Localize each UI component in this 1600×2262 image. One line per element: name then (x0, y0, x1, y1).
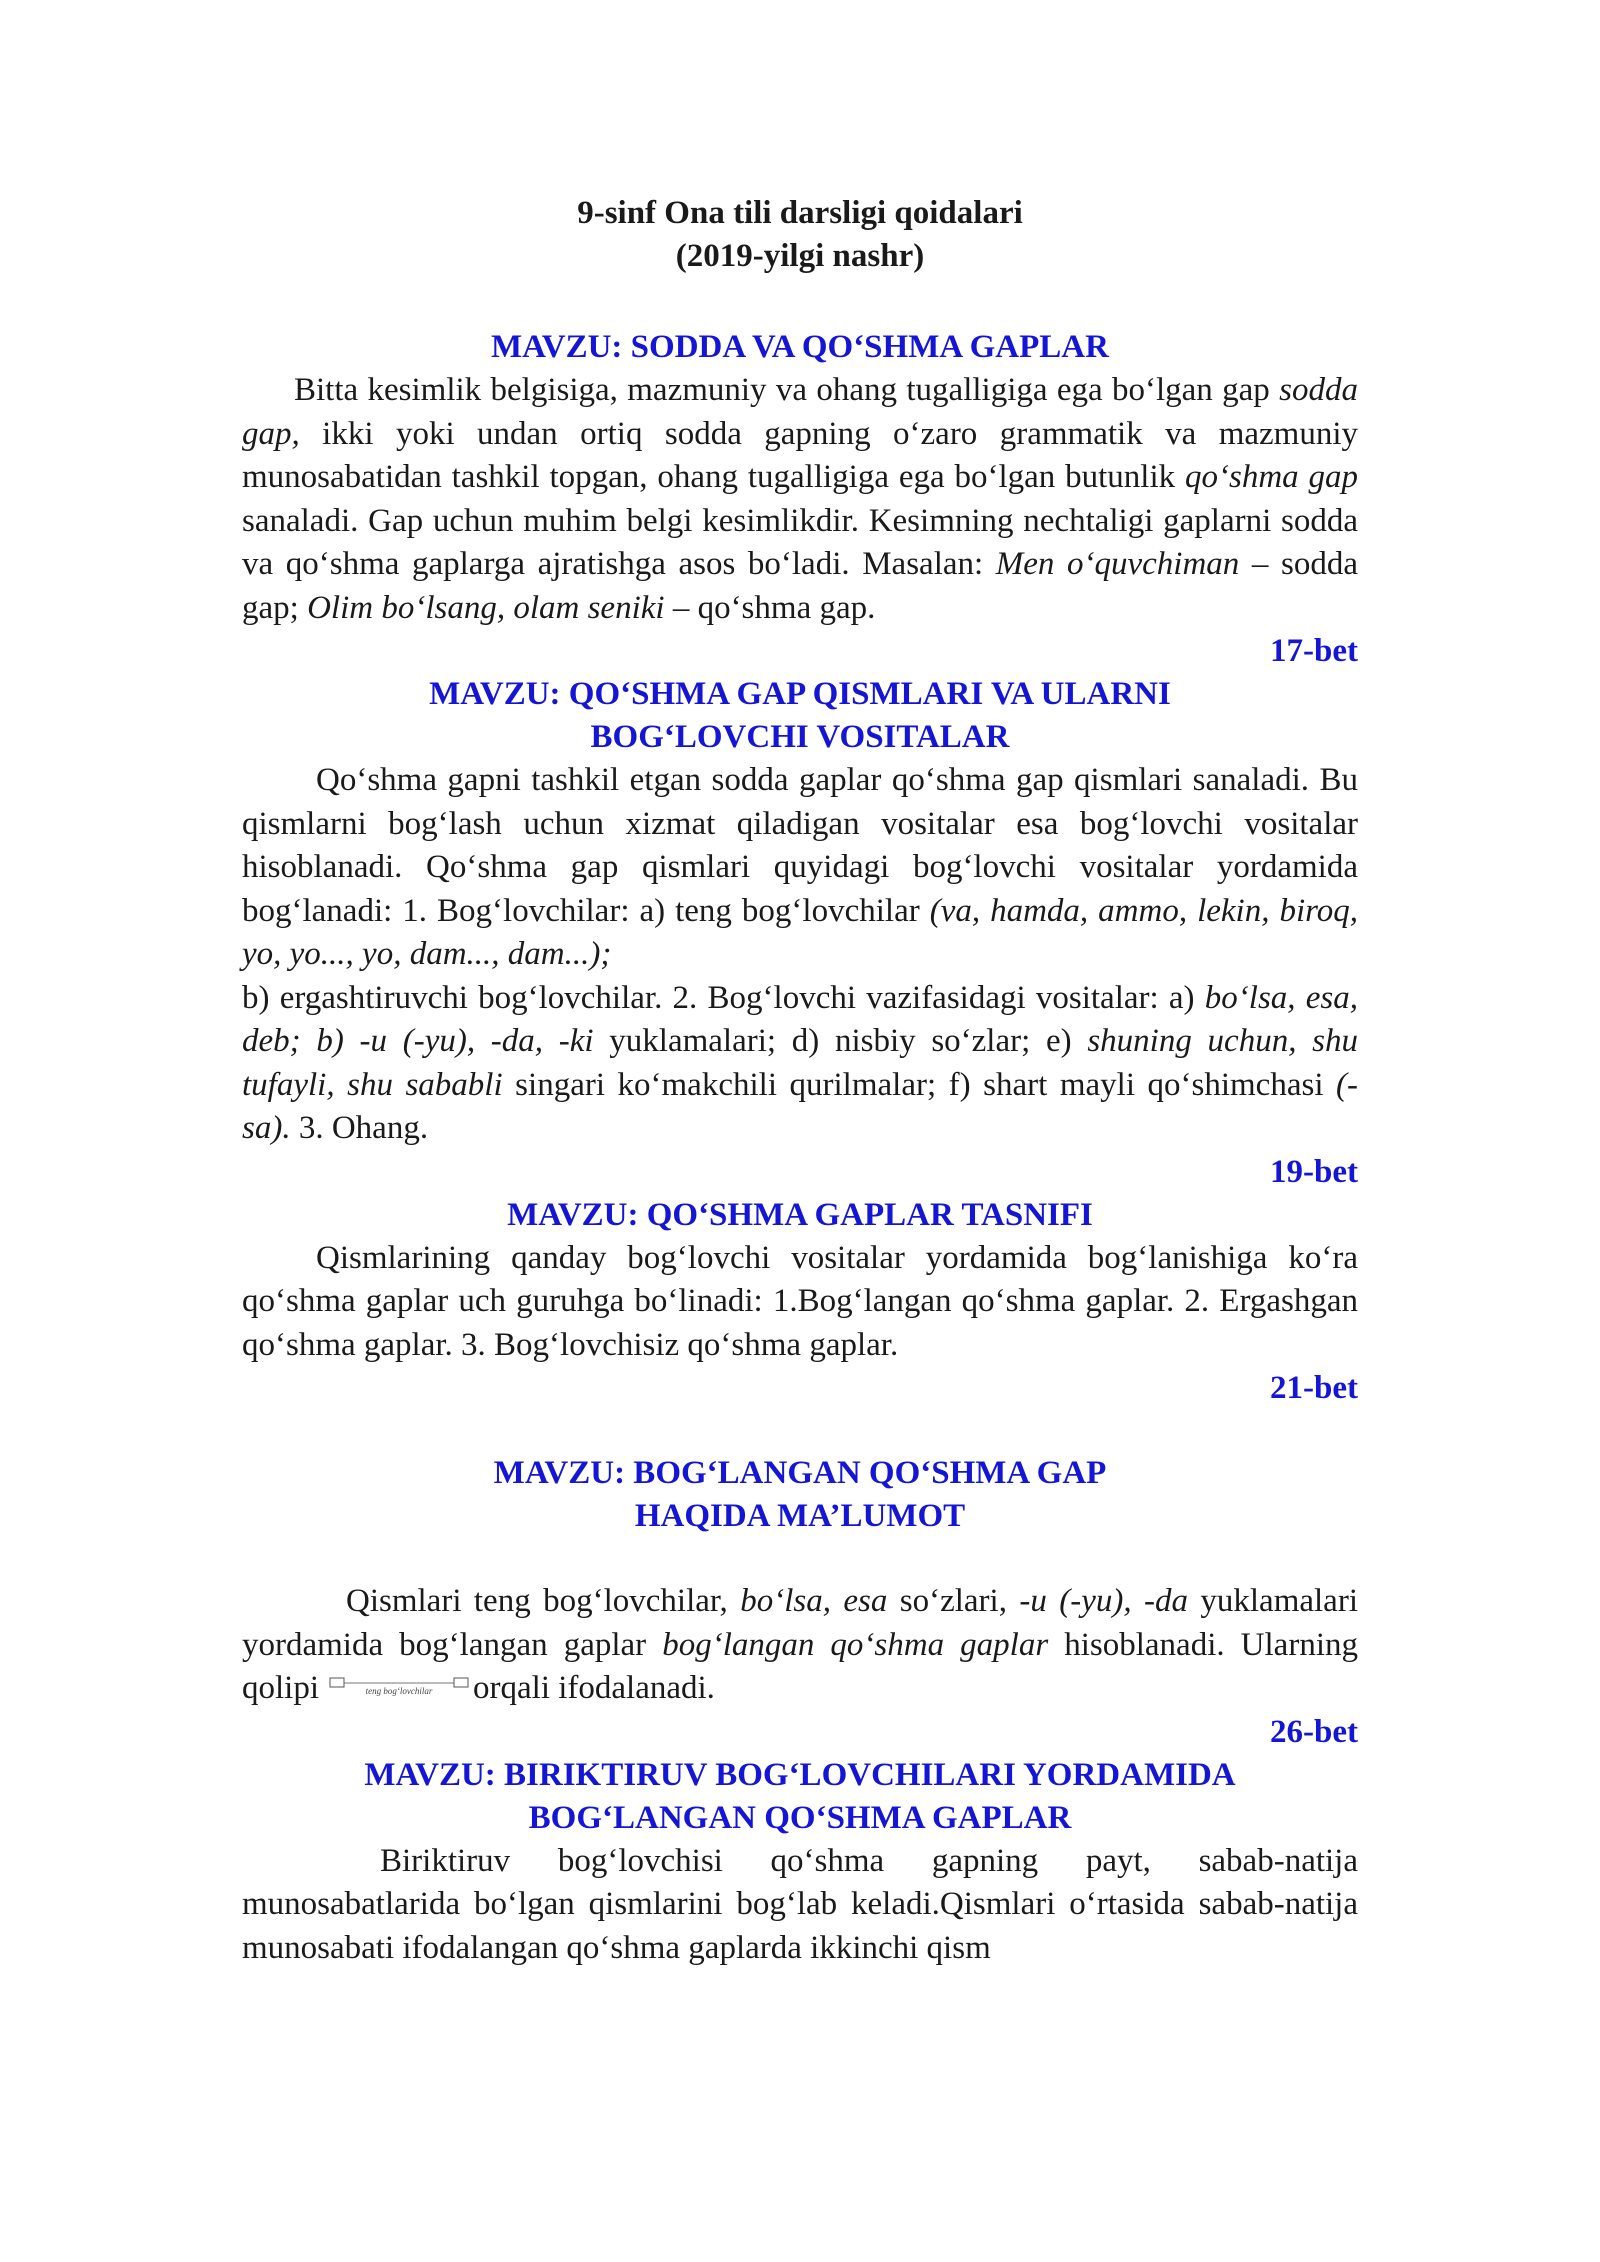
italic-text: (-sa). (242, 1066, 1359, 1146)
body-text: b) ergashtiruvchi bog‘lovchilar. 2. Bog‘lovchi vazifasidagi vositalar: a) (242, 979, 1205, 1016)
body-text: hisoblanadi. Ularning qolipi (242, 1626, 1358, 1706)
page-reference: 19-bet (1270, 1153, 1358, 1190)
section-heading (242, 1194, 1358, 1237)
body-paragraph (242, 1237, 1358, 1368)
body-text: Qismlari teng bog‘lovchilar, (346, 1583, 741, 1619)
page-reference: 26-bet (1270, 1713, 1358, 1750)
section-heading-line: MAVZU: BIRIKTIRUV BOG‘LOVCHILARI YORDAMIDA (364, 1756, 1236, 1793)
italic-text: -u (-yu), -da (1019, 1583, 1188, 1619)
document-title-line-1: 9-sinf Ona tili darsligi qoidalari (577, 195, 1023, 231)
body-text: yuklamalari yordamida bog‘langan gaplar (242, 1583, 1358, 1663)
body-text: 3. Ohang. (290, 1110, 429, 1146)
section-heading-line: MAVZU: BOG‘LANGAN QO‘SHMA GAP (493, 1455, 1107, 1491)
document-subtitle: (2019-yilgi nashr) (675, 238, 925, 274)
section-heading-line: MAVZU: QO‘SHMA GAP QISMLARI VA ULARNI (429, 676, 1171, 712)
body-text: Qismlarining qanday bog‘lovchi vositalar yordamida bog‘lanishiga ko‘ra qo‘shma gaplar uch guruhga bo‘linadi: 1.Bog‘langan qo‘shma gaplar. 2. Ergashgan qo‘shma gaplar. 3. Bog‘lovchisiz qo‘shma gaplar. (242, 1239, 1358, 1363)
section-heading-line: MAVZU: SODDA VA QO‘SHMA GAPLAR (491, 329, 1109, 365)
body-paragraph (242, 369, 1358, 630)
document-title (242, 192, 1358, 278)
italic-text: bog‘langan qo‘shma gaplar (662, 1626, 1049, 1663)
italic-text: bo‘lsa, esa, deb; b) -u (-yu), -da, -ki (242, 979, 1358, 1059)
body-text: ikki yoki undan ortiq sodda gapning o‘zaro grammatik va mazmuniy munosabatidan tashkil topgan, ohang tugalligiga ega bo‘lgan butunlik (242, 415, 1358, 495)
italic-text: shuning uchun, shu tufayli, shu sababli (242, 1023, 1359, 1103)
sections-container (242, 326, 1358, 1970)
section-heading (242, 673, 1358, 759)
pattern-formula-graphic (329, 1675, 469, 1697)
section-heading-line: MAVZU: QO‘SHMA GAPLAR TASNIFI (507, 1196, 1093, 1233)
italic-text: qo‘shma gap (1184, 459, 1358, 495)
body-text: orqali ifodalanadi. (473, 1670, 715, 1706)
section-heading-line: HAQIDA MA’LUMOT (634, 1498, 966, 1534)
body-text: Biriktiruv bog‘lovchisi qo‘shma gapning payt, sabab-natija munosabatlarida bo‘lgan qismlarini bog‘lab keladi.Qismlari o‘rtasida sabab-natija munosabati ifodalangan qo‘shma gaplarda ikkinchi qism (242, 1842, 1358, 1966)
body-text: Qo‘shma gapni tashkil etgan sodda gaplar qo‘shma gap qismlari sanaladi. Bu qismlarni bog‘lash uchun xizmat qiladigan vositalar esa bog‘lovchi vositalar hisoblanadi. Qo‘shma gap qismlari quyidagi bog‘lovchi vositalar yordamida bog‘lanadi: 1. Bog‘lovchilar: a) teng bog‘lovchilar (242, 762, 1358, 929)
body-paragraph (242, 1840, 1358, 1971)
pattern-formula-label: teng bog‘lovchilar (365, 1686, 433, 1697)
italic-text: (va, hamda, ammo, lekin, biroq, yo, yo..., yo, dam..., dam...); (242, 892, 1358, 972)
italic-text: sodda gap, (242, 372, 1358, 452)
body-text: – sodda gap; (242, 546, 1358, 626)
body-paragraph (242, 759, 1358, 977)
body-text: singari ko‘makchili qurilmalar; f) shart mayli qo‘shimchasi (502, 1066, 1337, 1103)
italic-text: Olim bo‘lsang, olam seniki (307, 589, 665, 626)
body-text: yuklamalari; d) nisbiy so‘zlar; e) (593, 1023, 1088, 1059)
pattern-formula (329, 1675, 469, 1697)
body-text: so‘zlari, (887, 1583, 1020, 1619)
italic-text: bo‘lsa, esa (740, 1583, 888, 1619)
section-heading-line: BOG‘LOVCHI VOSITALAR (590, 719, 1010, 755)
section-heading (242, 1452, 1358, 1538)
section-heading (242, 1754, 1358, 1840)
section-heading (242, 326, 1358, 369)
body-text: sanaladi. Gap uchun muhim belgi kesimlikdir. Kesimning nechtaligi gaplarni sodda va qo‘shma gaplarga ajratishga asos bo‘ladi. Masalan: (242, 502, 1358, 582)
body-paragraph (242, 977, 1358, 1151)
body-text: Bitta kesimlik belgisiga, mazmuniy va ohang tugalligiga ega bo‘lgan gap (294, 372, 1280, 408)
body-text: – qo‘shma gap. (664, 589, 876, 626)
section-heading-line: BOG‘LANGAN QO‘SHMA GAPLAR (528, 1799, 1072, 1836)
italic-text: Men o‘quvchiman (995, 546, 1240, 582)
page-reference: 17-bet (1270, 633, 1358, 669)
page-reference: 21-bet (1270, 1370, 1358, 1406)
body-paragraph (242, 1580, 1358, 1711)
